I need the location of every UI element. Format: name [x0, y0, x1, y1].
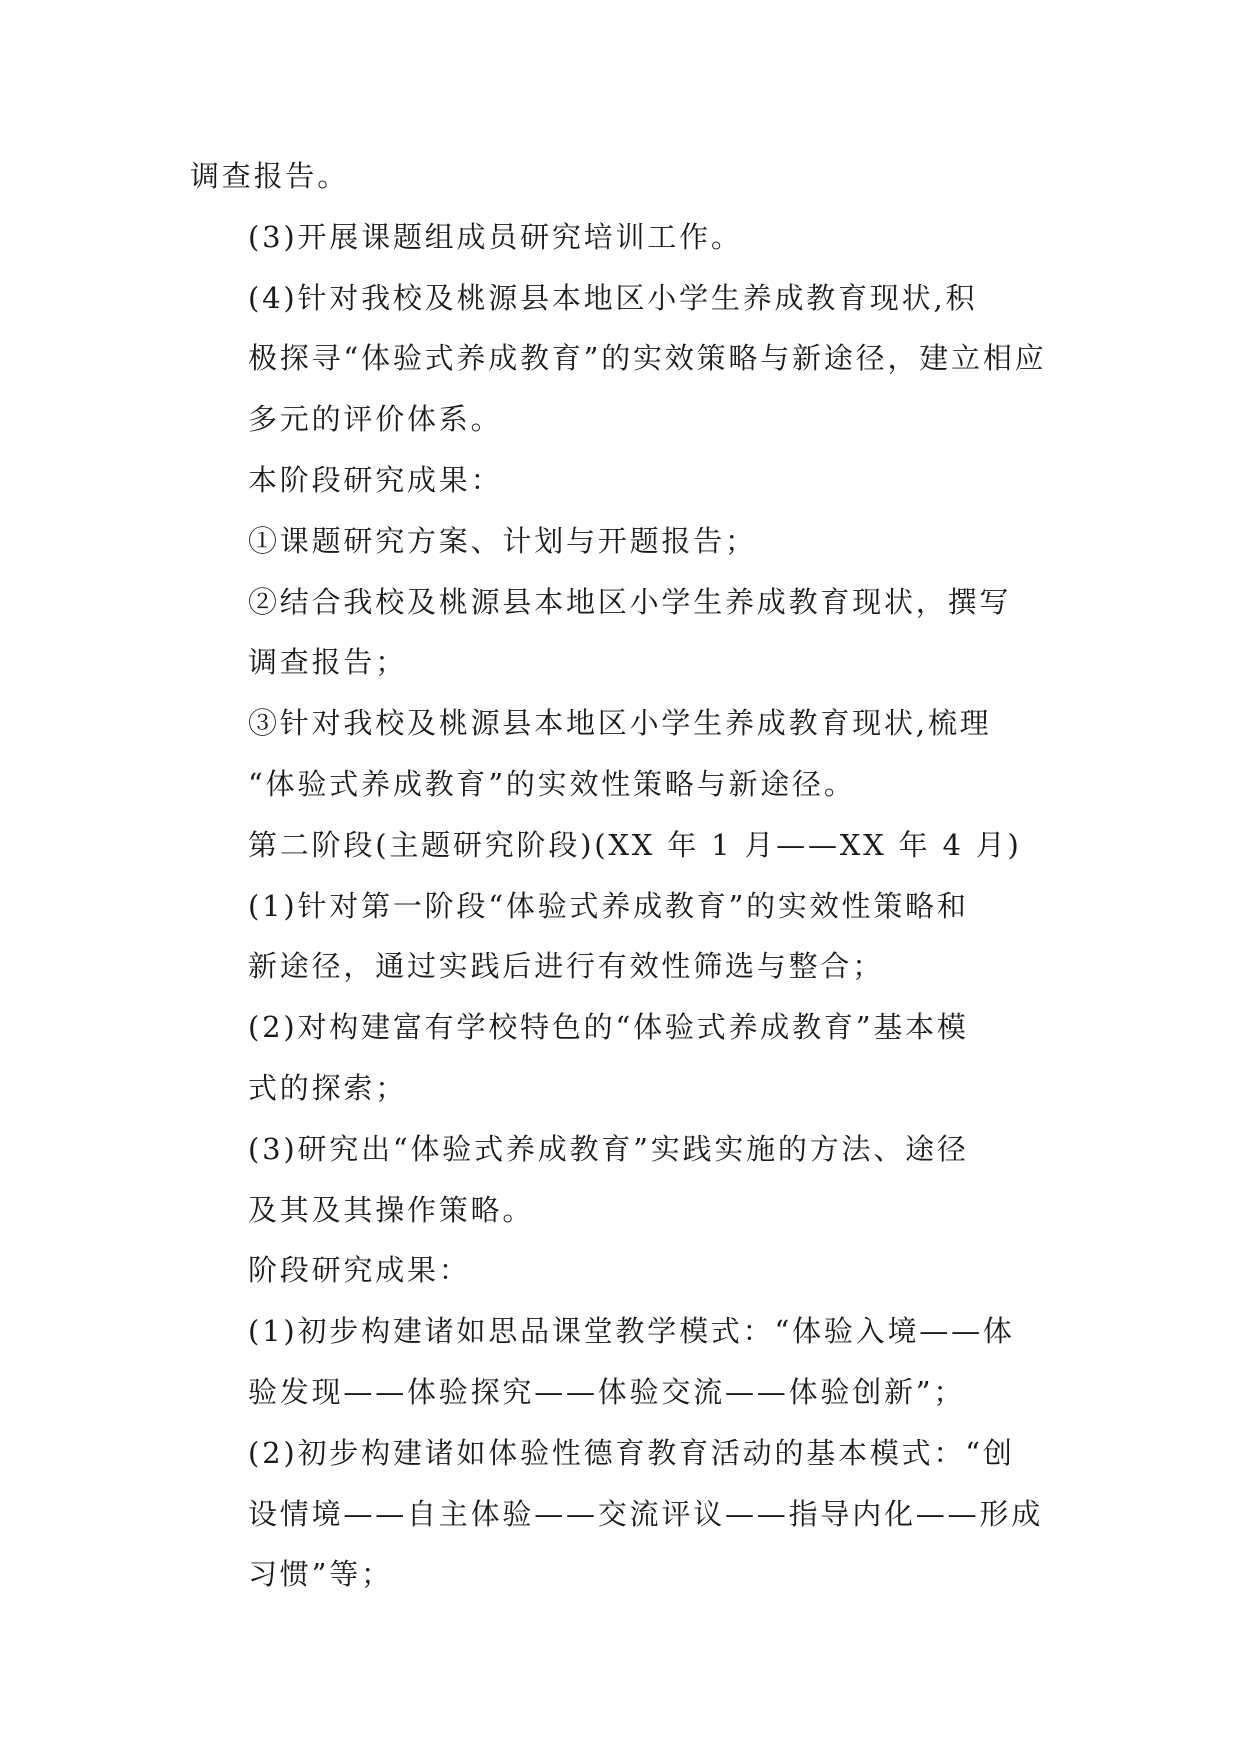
paragraph: [190, 693, 1052, 815]
text-line: (1)针对第一阶段“体验式养成教育”的实效性策略和: [248, 888, 969, 923]
paragraph: [190, 511, 1052, 572]
paragraph: [190, 1301, 1052, 1423]
paragraph: [190, 876, 1052, 998]
text-line: 式的探索；: [248, 1070, 408, 1105]
paragraph: [190, 815, 1052, 876]
paragraph: [190, 572, 1052, 694]
text-line: (2)对构建富有学校特色的“体验式养成教育”基本模: [248, 1010, 969, 1045]
text-line: ③针对我校及桃源县本地区小学生养成教育现状,梳理: [248, 706, 992, 741]
text-line: 新途径，通过实践后进行有效性筛选与整合；: [248, 949, 885, 984]
paragraph: [190, 450, 1052, 511]
paragraph: [190, 1423, 1052, 1605]
text-line: 极探寻“体验式养成教育”的实效策略与新途径，建立相应: [248, 341, 1047, 376]
text-line: 习惯”等；: [248, 1557, 393, 1592]
text-line: 本阶段研究成果：: [248, 462, 503, 497]
text-line: ②结合我校及桃源县本地区小学生养成教育现状，撰写: [248, 584, 1012, 619]
text-line: “体验式养成教育”的实效性策略与新途径。: [248, 766, 856, 801]
paragraph: [190, 1240, 1052, 1301]
paragraph: [190, 1119, 1052, 1241]
text-line: 第二阶段(主题研究阶段)(XX 年 1 月——XX 年 4 月): [248, 827, 1022, 862]
text-line: (3)开展课题组成员研究培训工作。: [248, 219, 743, 254]
text-line: (1)初步构建诸如思品课堂教学模式：“体验入境——体: [248, 1314, 1015, 1349]
text-line: 验发现——体验探究——体验交流——体验创新”；: [248, 1374, 966, 1409]
text-line: 及其及其操作策略。: [248, 1192, 535, 1227]
text-line: (2)初步构建诸如体验性德育教育活动的基本模式：“创: [248, 1435, 1015, 1470]
text-line: 阶段研究成果：: [248, 1253, 471, 1288]
document-body: [190, 146, 1052, 1605]
text-line: (4)针对我校及桃源县本地区小学生养成教育现状,积: [248, 280, 978, 315]
paragraph: [190, 146, 1052, 207]
text-line: 多元的评价体系。: [248, 402, 503, 437]
text-line: ①课题研究方案、计划与开题报告；: [248, 523, 757, 558]
text-line: 调查报告；: [248, 645, 408, 680]
paragraph: [190, 207, 1052, 268]
text-line: 调查报告。: [190, 159, 350, 193]
paragraph: [190, 997, 1052, 1119]
paragraph: [190, 268, 1052, 450]
text-line: 设情境——自主体验——交流评议——指导内化——形成: [248, 1496, 1044, 1531]
text-line: (3)研究出“体验式养成教育”实践实施的方法、途径: [248, 1131, 969, 1166]
